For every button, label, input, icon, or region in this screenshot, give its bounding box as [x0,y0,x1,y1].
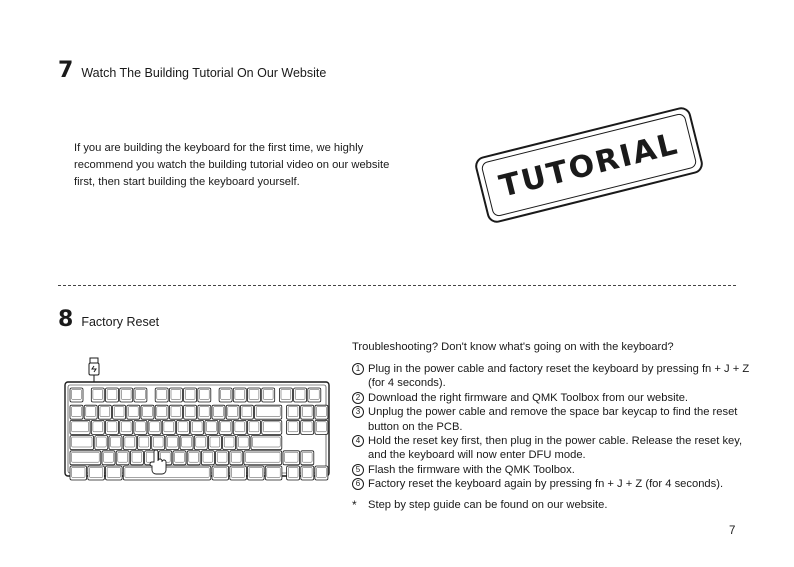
keycap-top [168,437,178,447]
reset-step [352,434,752,463]
keycap-top [302,452,312,462]
keyboard-illustration [64,356,332,486]
keycap-top [96,437,106,447]
reset-step [352,463,752,477]
keycap-top [309,389,319,399]
keycap-top [107,389,117,399]
keycap-top [86,407,96,417]
keycap-top [214,407,224,417]
keycap-top [72,437,92,447]
keycap-top [295,389,305,399]
keycap-top [128,407,138,417]
keycap-top [189,452,199,462]
reset-step [352,405,752,434]
keycap-top [121,389,131,399]
keycap-top [210,437,220,447]
step-text: Plug in the power cable and factory reset the keyboard by pressing fn + J + Z (for 4 seconds). [368,363,750,390]
keycap-top [89,467,102,477]
keycap-top [72,452,100,462]
keycap-top [238,437,248,447]
section-divider [58,285,736,286]
keycap-top [196,437,206,447]
keycap-top [157,407,167,417]
keycap-top [253,437,281,447]
step-text: Hold the reset key first, then plug in the power cable. Release the reset key, and the keyboard will now enter DFU mode. [368,435,743,462]
troubleshooting-question: Troubleshooting? Don't know what's going on with the keyboard? [352,341,674,353]
step-number: 2 [352,392,364,404]
keycap-top [185,389,195,399]
factory-reset-instructions [352,341,752,512]
keycap-top [242,407,252,417]
keycap-top [104,452,114,462]
keycap-top [171,407,181,417]
section-8-title: Factory Reset [81,315,160,329]
keycap-top [235,422,245,432]
keycap-top [185,407,195,417]
keycap-top [302,407,312,417]
keycap-top [214,467,227,477]
keycap-top [72,422,89,432]
keycap-top [121,422,131,432]
keycap-top [182,437,192,447]
section-7-heading [58,60,326,82]
keycap-top [139,437,149,447]
step-text: Flash the firmware with the QMK Toolbox. [368,463,575,476]
keycap-top [153,437,163,447]
step-number: 5 [352,464,364,476]
step-text: Download the right firmware and QMK Toolbox from our website. [368,391,689,404]
keycap-top [93,422,103,432]
keycap-top [175,452,185,462]
keycap-top [317,467,327,477]
keycap-top [178,422,188,432]
step-text: Unplug the power cable and remove the space bar keycap to find the reset button on the PCB. [368,406,738,433]
section-7-number: 7 [58,58,74,83]
tutorial-stamp-text: TUTORIAL [495,125,683,205]
keycap-top [164,422,174,432]
keycap-top [217,452,227,462]
keycap-top [281,389,291,399]
keycap-top [263,389,273,399]
keycap-top [263,422,280,432]
keycap-top [221,422,231,432]
section-8-number: 8 [58,307,74,332]
keycap-top [114,407,124,417]
keycap-top [231,452,241,462]
keycap-top [267,467,280,477]
keycap-top [249,389,259,399]
usb-plug-icon [89,358,99,382]
keycap-top [224,437,234,447]
keycap-top [150,422,160,432]
section-7-title: Watch The Building Tutorial On Our Website [81,66,327,80]
keycap-top [72,407,82,417]
keycap-top [288,422,298,432]
keycap-top [72,389,82,399]
keycap-top [256,407,280,417]
keycap-top [199,407,209,417]
keyboard-icon [65,382,329,480]
keycap-top [118,452,128,462]
keycap-top [285,452,298,462]
keycap-top [125,437,135,447]
keycap-top [192,422,202,432]
step-number: 4 [352,435,364,447]
reset-step [352,362,752,391]
keycap-top [93,389,103,399]
keycap-top [132,452,142,462]
keycap-top [221,389,231,399]
keycap-top [235,389,245,399]
section-8-heading [58,309,159,331]
keycap-top [203,452,213,462]
keycap-top [157,389,167,399]
step-number: 6 [352,478,364,490]
keycap-top [207,422,217,432]
keycap-top [317,422,327,432]
page-number: 7 [729,525,736,537]
keycap-top [302,467,312,477]
step-number: 3 [352,406,364,418]
keycap-top [171,389,181,399]
keycap-top [231,467,244,477]
keycap-top [100,407,110,417]
step-number: 1 [352,363,364,375]
keycap-top [136,422,146,432]
tutorial-paragraph: If you are building the keyboard for the first time, we highly recommend you watch the building tutorial video on our website first, then start building the keyboard yourself. [74,142,390,188]
keycap-top [246,452,281,462]
keycap-top [107,422,117,432]
keycap-top [199,389,209,399]
keycap-top [136,389,146,399]
keycap-top [143,407,153,417]
keycap-top [111,437,121,447]
reset-step [352,391,752,405]
reset-step [352,477,752,491]
website-note [352,498,752,512]
step-text: Factory reset the keyboard again by pressing fn + J + Z (for 4 seconds). [368,478,724,491]
keycap-top [107,467,120,477]
keycap-top [249,422,259,432]
keycap-top [302,422,312,432]
keycap-top [249,467,262,477]
keycap-top [125,467,209,477]
asterisk-icon: * [352,497,357,512]
keycap-top [288,407,298,417]
note-text: Step by step guide can be found on our website. [368,498,608,511]
keycap-top [317,407,327,417]
keycap-top [288,467,298,477]
keycap-top [228,407,238,417]
keycap-top [72,467,85,477]
tutorial-stamp [473,105,705,225]
